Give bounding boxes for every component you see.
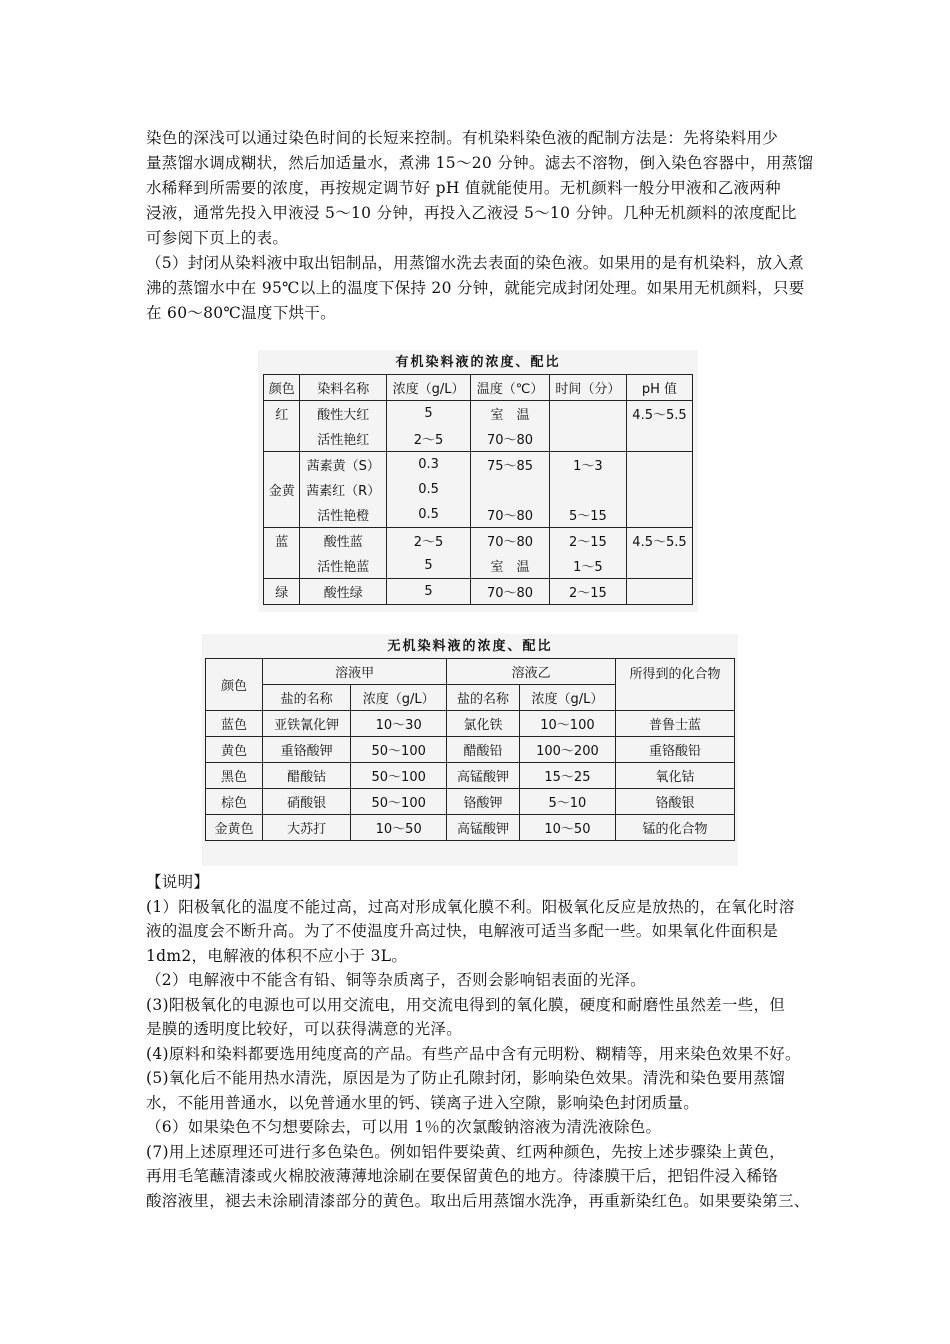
table-cell [626, 579, 692, 605]
table-row [206, 815, 735, 841]
table-row [264, 426, 693, 452]
table-cell: 酸性蓝 [300, 528, 386, 554]
header-cell: 所得到的化合物 [616, 659, 735, 711]
table-cell [549, 426, 626, 452]
table-row [264, 401, 693, 427]
table-cell [264, 502, 300, 528]
notes-line: 酸溶液里，褪去未涂刷清漆部分的黄色。取出后用蒸馏水洗净，再重新染红色。如果要染第三、 [146, 1191, 810, 1210]
notes-line: 1dm2，电解液的体积不应小于 3L。 [146, 946, 408, 965]
table-cell: 2～5 [386, 528, 470, 554]
notes-line: 再用毛笔蘸清漆或火棉胶液薄薄地涂刷在要保留黄色的地方。待漆膜干后，把铝件浸入稀铬 [146, 1167, 779, 1185]
table-cell [626, 452, 692, 478]
table-cell: 亚铁氰化钾 [263, 711, 351, 737]
table-header-row [264, 375, 693, 401]
table-cell [626, 477, 692, 502]
table-cell: 10～50 [519, 815, 615, 841]
notes-line: 是膜的透明度比较好，可以获得满意的光泽。 [146, 1020, 463, 1038]
table-cell: 茜素黄（S） [300, 452, 386, 478]
notes-line: (5)氧化后不能用热水清洗，原因是为了防止孔隙封闭，影响染色效果。清洗和染色要用蒸馏 [146, 1069, 786, 1087]
table-cell: 2～5 [386, 426, 470, 452]
table-cell [471, 477, 550, 502]
notes-heading: 【说明】 [146, 873, 210, 891]
intro-line: 水稀释到所需要的浓度，再按规定调节好 pH 值就能使用。无机颜料一般分甲液和乙液两种 [146, 179, 781, 197]
intro-line: 可参阅下页上的表。 [146, 229, 289, 247]
table-row [264, 579, 693, 605]
table-cell: 茜素红（R） [300, 477, 386, 502]
organic-dye-table [258, 350, 698, 612]
table-cell: 醋酸钴 [263, 763, 351, 789]
header-cell: 溶液乙 [447, 659, 616, 685]
table-cell: 50～100 [351, 737, 447, 763]
table-cell: 50～100 [351, 789, 447, 815]
table-cell: 蓝色 [206, 711, 263, 737]
notes-section [146, 870, 826, 1213]
table-cell [264, 553, 300, 579]
table-cell: 酸性大红 [300, 401, 386, 427]
table-cell: 70～80 [471, 502, 550, 528]
inorganic-table-grid [205, 658, 735, 841]
table-cell: 活性艳橙 [300, 502, 386, 528]
table-cell: 酸性绿 [300, 579, 386, 605]
table-cell: 黄色 [206, 737, 263, 763]
organic-table-grid [263, 374, 693, 605]
table-header-row [206, 659, 735, 685]
table-cell: 锰的化合物 [616, 815, 735, 841]
inorganic-dye-table [202, 634, 738, 866]
table-cell: 红 [264, 401, 300, 427]
table-cell: 50～100 [351, 763, 447, 789]
table-cell: 4.5～5.5 [626, 401, 692, 427]
table-cell: 氧化钴 [616, 763, 735, 789]
notes-line: （2）电解液中不能含有铅、铜等杂质离子，否则会影响铝表面的光泽。 [146, 971, 646, 989]
table-cell: 1～5 [549, 553, 626, 579]
table-row [206, 711, 735, 737]
table-cell: 室 温 [471, 553, 550, 579]
header-cell: 颜色 [264, 375, 300, 401]
table-cell: 5 [386, 579, 470, 605]
table-cell: 0.5 [386, 477, 470, 502]
table-cell: 1～3 [549, 452, 626, 478]
header-cell: pH 值 [626, 375, 692, 401]
table-cell [626, 502, 692, 528]
table-cell: 普鲁士蓝 [616, 711, 735, 737]
table-cell: 70～80 [471, 579, 550, 605]
table-cell [549, 401, 626, 427]
table-cell: 铬酸银 [616, 789, 735, 815]
table-cell: 氯化铁 [447, 711, 520, 737]
table-cell: 10～100 [519, 711, 615, 737]
table-row [264, 528, 693, 554]
table-cell: 75～85 [471, 452, 550, 478]
table-row [206, 763, 735, 789]
table-cell: 100～200 [519, 737, 615, 763]
table-cell: 金黄 [264, 477, 300, 502]
table-cell: 重铬酸钾 [263, 737, 351, 763]
table-cell: 2～15 [549, 579, 626, 605]
table-row [206, 789, 735, 815]
table-cell: 15～25 [519, 763, 615, 789]
header-cell: 浓度（g/L） [386, 375, 470, 401]
subheader-cell: 浓度（g/L） [519, 685, 615, 711]
notes-line: 水，不能用普通水，以免普通水里的钙、镁离子进入空隙，影响染色封闭质量。 [146, 1093, 700, 1112]
table-cell: 4.5～5.5 [626, 528, 692, 554]
subheader-cell: 盐的名称 [263, 685, 351, 711]
table-cell: 高锰酸钾 [447, 763, 520, 789]
table-cell: 大苏打 [263, 815, 351, 841]
table-cell: 70～80 [471, 528, 550, 554]
subheader-cell: 浓度（g/L） [351, 685, 447, 711]
table-cell: 0.5 [386, 502, 470, 528]
table-cell: 高锰酸钾 [447, 815, 520, 841]
table-cell: 2～15 [549, 528, 626, 554]
table-row [264, 452, 693, 478]
table-cell [626, 426, 692, 452]
table-cell: 5～15 [549, 502, 626, 528]
header-cell: 温度（℃） [471, 375, 550, 401]
intro-line: （5）封闭从染料液中取出铝制品，用蒸馏水洗去表面的染色液。如果用的是有机染料，放入煮 [146, 254, 804, 272]
intro-line: 染色的深浅可以通过染色时间的长短来控制。有机染料染色液的配制方法是：先将染料用少 [146, 129, 779, 147]
table-cell: 活性艳蓝 [300, 553, 386, 579]
notes-line: (3)阳极氧化的电源也可以用交流电，用交流电得到的氧化膜，硬度和耐磨性虽然差一些，但 [146, 995, 786, 1014]
table-row [206, 737, 735, 763]
header-cell: 颜色 [206, 659, 263, 711]
table-row [264, 477, 693, 502]
table-cell: 醋酸铅 [447, 737, 520, 763]
intro-line: 沸的蒸馏水中在 95℃以上的温度下保持 20 分钟，就能完成封闭处理。如果用无机颜料，只要 [146, 279, 805, 297]
table-cell: 硝酸银 [263, 789, 351, 815]
notes-line: 液的温度会不断升高。为了不使温度升高过快，电解液可适当多配一些。如果氧化件面积是 [146, 922, 779, 940]
table-cell: 5 [386, 401, 470, 427]
table-cell: 5～10 [519, 789, 615, 815]
organic-table-title: 有机染料液的浓度、配比 [395, 355, 561, 370]
table-cell: 重铬酸铅 [616, 737, 735, 763]
notes-line: (7)用上述原理还可进行多色染色。例如铝件要染黄、红两种颜色，先按上述步骤染上黄色， [146, 1142, 786, 1161]
table-cell [549, 477, 626, 502]
intro-line: 在 60～80℃温度下烘干。 [146, 304, 336, 322]
table-cell [264, 452, 300, 478]
notes-line: (4)原料和染料都要选用纯度高的产品。有些产品中含有元明粉、糊精等，用来染色效果不好。 [146, 1044, 801, 1063]
table-cell [264, 426, 300, 452]
table-cell: 活性艳红 [300, 426, 386, 452]
inorganic-table-title: 无机染料液的浓度、配比 [387, 639, 553, 654]
intro-line: 浸液，通常先投入甲液浸 5～10 分钟，再投入乙液浸 5～10 分钟。几种无机颜料的浓度配比 [146, 204, 797, 222]
header-cell: 时间（分） [549, 375, 626, 401]
table-cell: 棕色 [206, 789, 263, 815]
table-row [264, 502, 693, 528]
notes-line: (1）阳极氧化的温度不能过高，过高对形成氧化膜不利。阳极氧化反应是放热的，在氧化时溶 [146, 897, 795, 916]
table-cell: 蓝 [264, 528, 300, 554]
table-cell: 铬酸钾 [447, 789, 520, 815]
subheader-cell: 盐的名称 [447, 685, 520, 711]
table-cell [626, 553, 692, 579]
table-cell: 0.3 [386, 452, 470, 478]
table-cell: 5 [386, 553, 470, 579]
table-cell: 绿 [264, 579, 300, 605]
header-cell: 染料名称 [300, 375, 386, 401]
table-cell: 10～30 [351, 711, 447, 737]
table-cell: 70～80 [471, 426, 550, 452]
table-cell: 黑色 [206, 763, 263, 789]
table-cell: 室 温 [471, 401, 550, 427]
table-cell: 10～50 [351, 815, 447, 841]
intro-line: 量蒸馏水调成糊状，然后加适量水，煮沸 15～20 分钟。滤去不溶物，倒入染色容器中，用蒸馏 [146, 154, 814, 172]
table-cell: 金黄色 [206, 815, 263, 841]
header-cell: 溶液甲 [263, 659, 447, 685]
notes-line: （6）如果染色不匀想要除去，可以用 1％的次氯酸钠溶液为清洗液除色。 [146, 1118, 662, 1136]
table-row [264, 553, 693, 579]
